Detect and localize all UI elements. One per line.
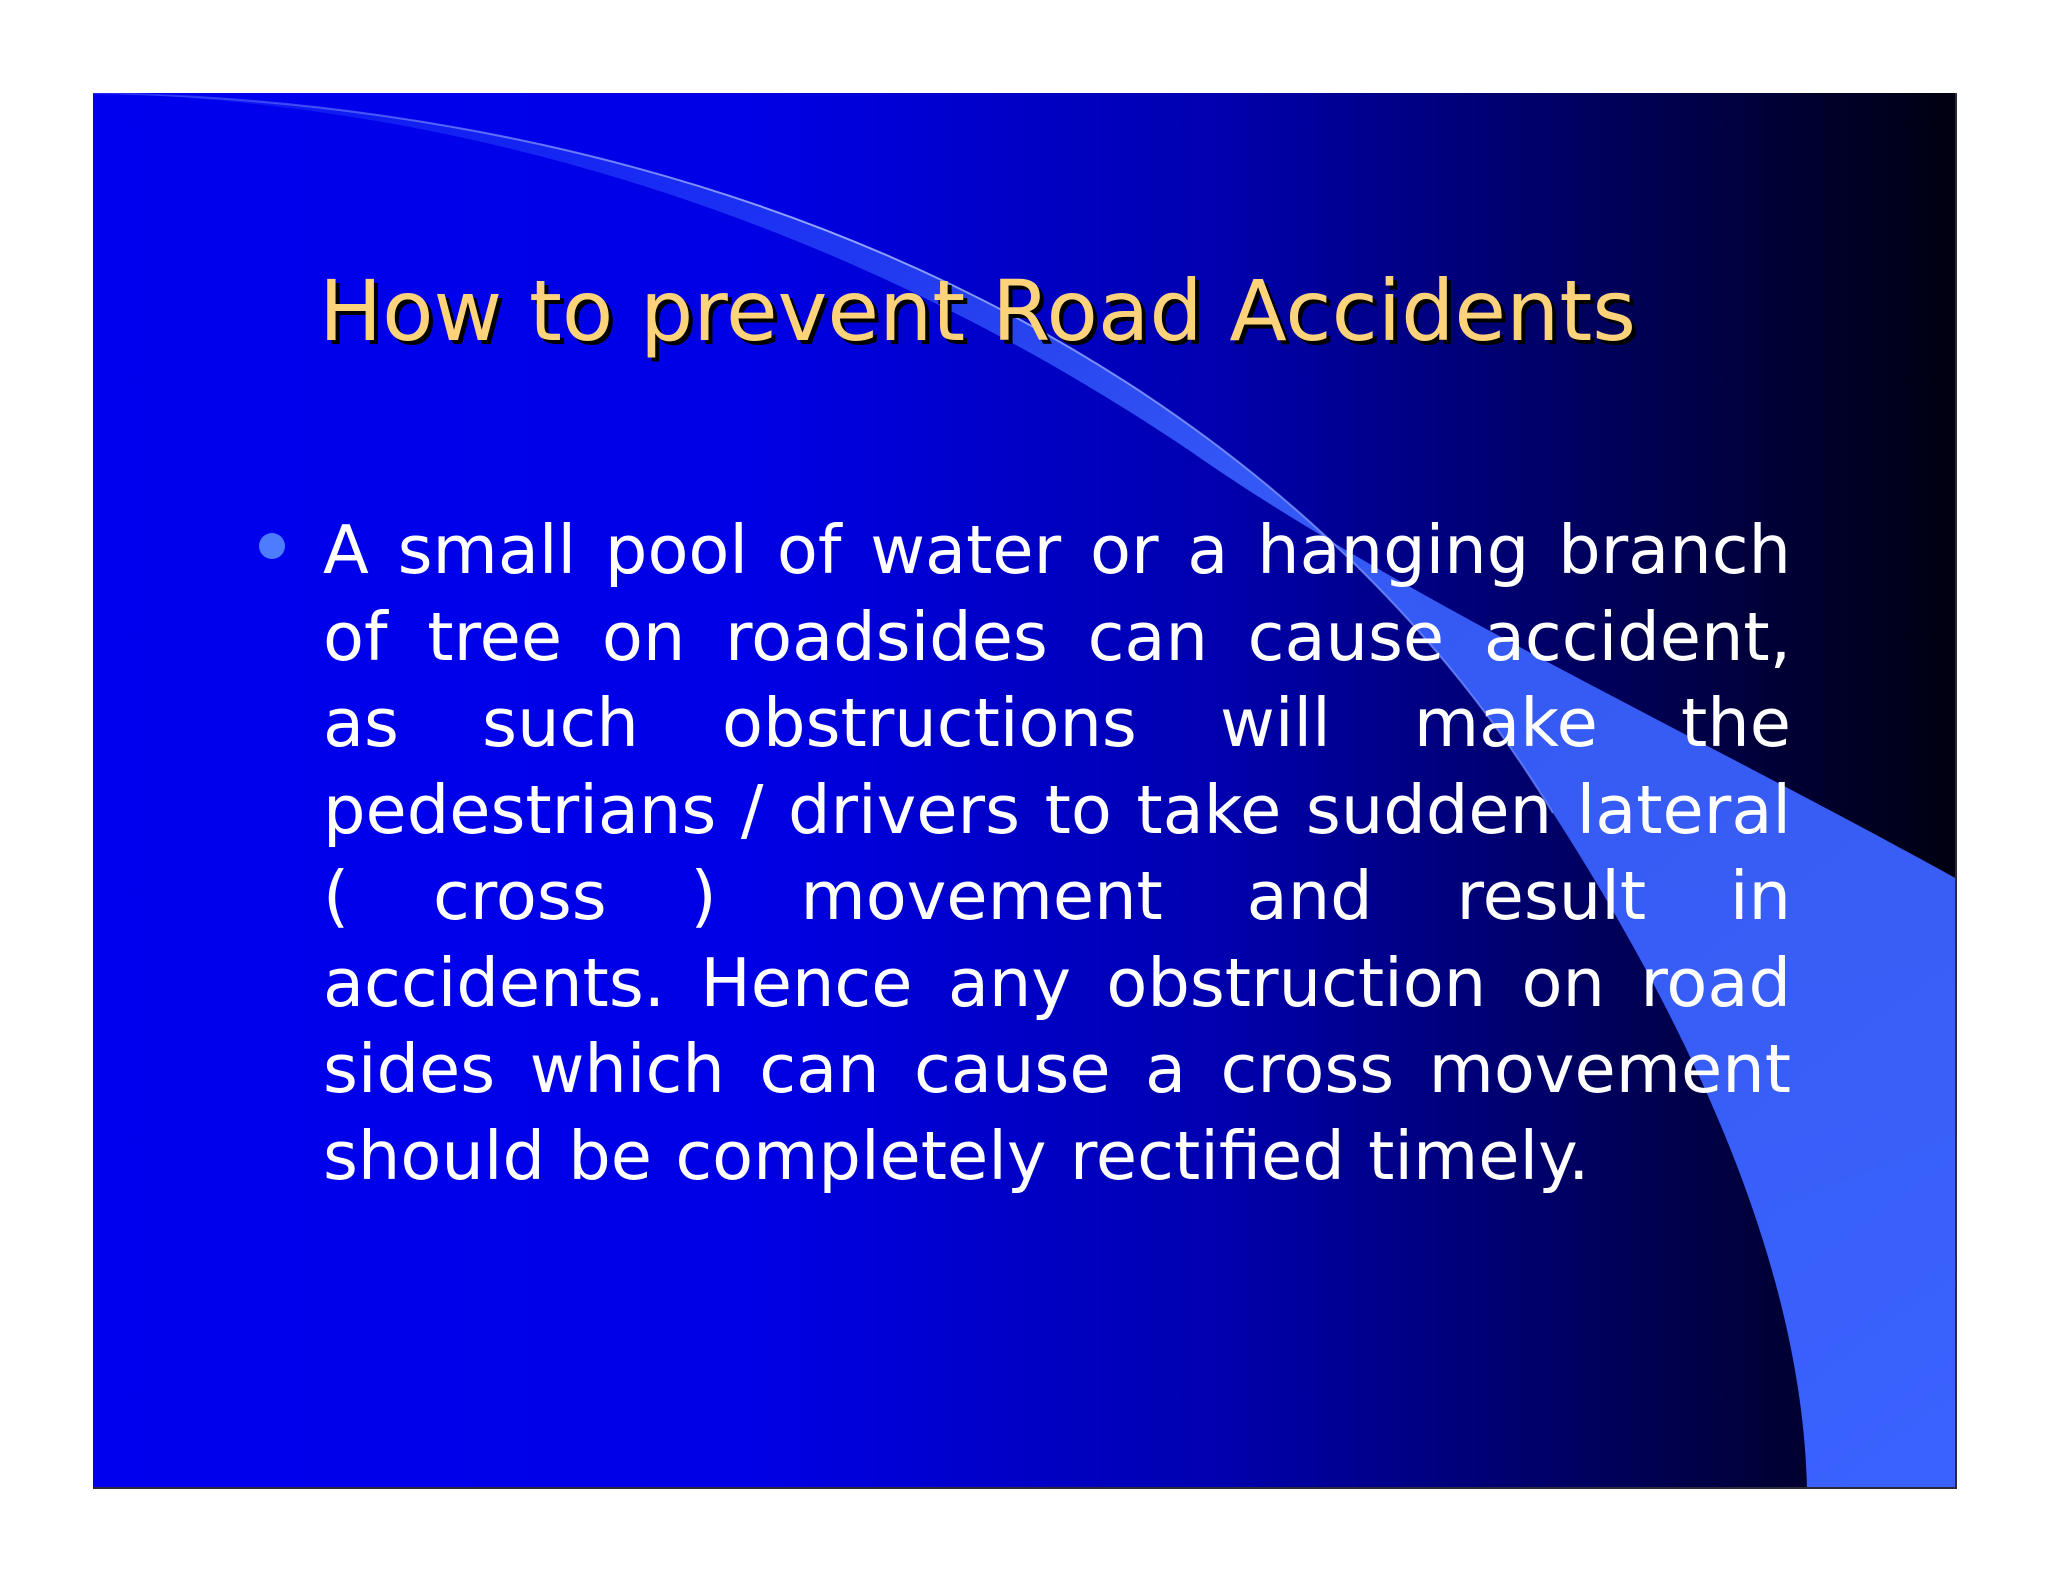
bullet-icon bbox=[259, 533, 285, 559]
slide-title: How to prevent Road Accidents bbox=[319, 262, 1637, 360]
slide bbox=[93, 93, 1957, 1489]
bullet-text: A small pool of water or a hanging branch of tree on roadsides can cause accident, as such obstructions will make the pedestrians / drivers to take sudden lateral ( cross ) movement and result in accidents. Hence any obstruction on road sides which can cause a cross movement should be completely rectified timely. bbox=[323, 511, 1791, 1195]
